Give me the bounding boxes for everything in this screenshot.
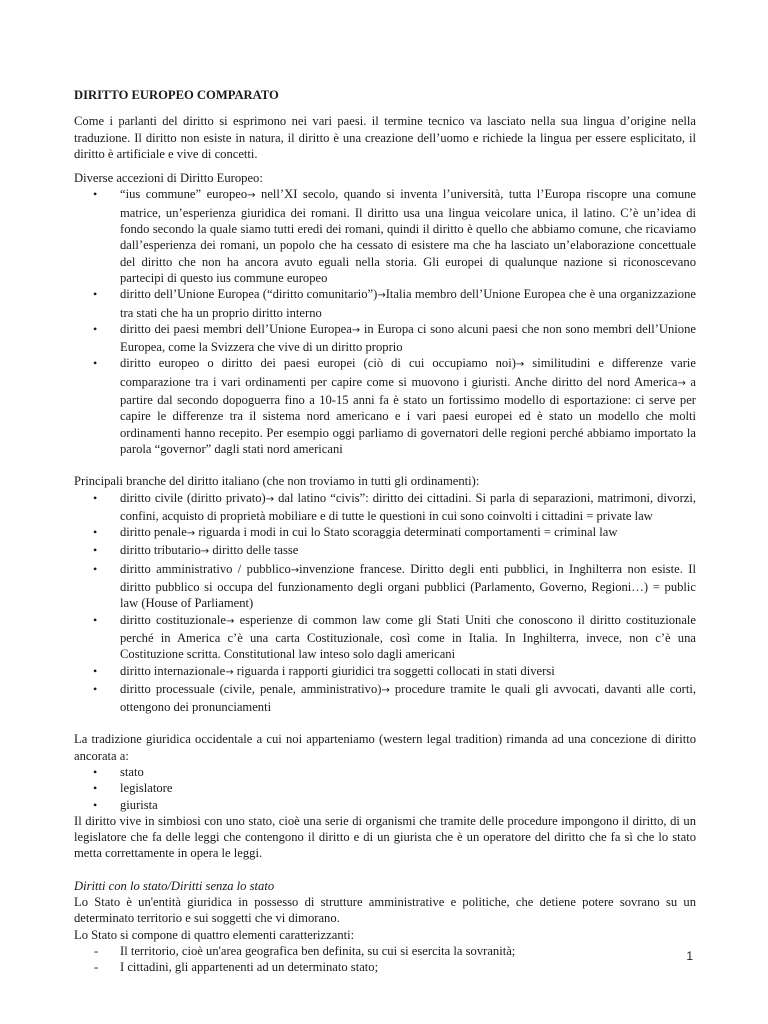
list-item: • diritto internazionale→ riguarda i rapporti giuridici tra soggetti collocati in stati diversi	[93, 663, 555, 678]
list-item: • diritto tributario→ diritto delle tasse	[93, 543, 299, 558]
section1-heading: Diverse accezioni di Diritto Europeo:	[74, 171, 263, 186]
bullet-icon: •	[93, 525, 98, 540]
bullet-icon: •	[93, 321, 98, 336]
section4-heading: Diritti con lo stato/Diritti senza lo stato	[74, 878, 275, 893]
arrow-icon: →	[247, 190, 256, 202]
bullet-icon: •	[93, 797, 98, 812]
list-item: • diritto civile (diritto privato)→ dal latino “civis”: diritto dei cittadini. Si parla di separazioni, matrimoni, divorzi, confini, acquisto di proprietà mobiliare e di tutte le questioni in cui sono coinvolti i cittadini = private law	[93, 490, 696, 523]
list-item: • diritto processuale (civile, penale, amministrativo)→ procedure tramite le quali gli avvocati, davanti alle corti, ottengono dei pronunciamenti	[93, 681, 696, 715]
list-item: • stato	[93, 764, 144, 779]
section2-heading: Principali branche del diritto italiano (che non troviamo in tutti gli ordinamenti):	[74, 474, 480, 489]
arrow-icon: →	[265, 493, 275, 505]
list-item: - Il territorio, cioè un'area geografica ben definita, su cui si esercita la sovranità;	[94, 943, 516, 958]
page-number: 1	[686, 949, 693, 963]
arrow-icon: →	[225, 615, 235, 627]
list-item: • diritto amministrativo / pubblico→invenzione francese. Diritto degli enti pubblici, in Inghilterra non esiste. Il diritto pubblico si occupa del funzionamento degli organi pubblici (Parlamento, Governo, Regioni…) = public law (House of Parliament)	[93, 561, 696, 611]
arrow-icon: →	[677, 377, 686, 389]
bullet-icon: •	[93, 781, 98, 796]
intro-paragraph: Come i parlanti del diritto si esprimono nei vari paesi. il termine tecnico va lasciato nella sua lingua d’origine nella traduzione. Il diritto non esiste in natura, il diritto è una creazione dell’uomo e richiede la lingua per essere esplicitato, il diritto è artificiale e vive di concetti.	[74, 114, 696, 161]
bullet-icon: •	[93, 187, 98, 202]
bullet-icon: •	[93, 287, 98, 302]
list-item: • diritto europeo o diritto dei paesi europei (ciò di cui occupiamo noi)→ similitudini e differenze varie comparazione tra i vari ordinamenti per capire come si muovono i giuristi. Anche diritto del nord America→ a partire dal secondo dopoguerra fino a 10-15 anni fa è stato un fortissimo modello di esportazione: ci serve per capire le differenze tra il sistema nord americano e i vari paesi europei ed è stato un modello che molti ordinamenti hanno recepito. Per esempio oggi parliamo di governatori delle regioni perché abbiamo importato la parola “governor” dagli stati nord americani	[93, 356, 697, 456]
dash-icon: -	[94, 960, 99, 975]
list-item: • “ius commune” europeo→ nell’XI secolo, quando si inventa l’università, tutta l’Europa riscopre una comune matrice, un’esperienza giuridica dei romani. Il diritto usa una lingua veicolare unica, il latino. C’è un’idea di fondo secondo la quale siamo tutti eredi dei romani, quindi il diritto è quello che abbiamo comune, che ricaviamo dall’esperienza dei romani, un popolo che ha cessato di esistere ma che ha lasciato un’elaborazione concettuale del diritto che non ha ancora avuto eguali nella storia. Gli europei di qualunque nazione si riconoscevano partecipi di questo ius commune europeo	[93, 187, 696, 285]
bullet-icon: •	[93, 490, 98, 505]
dash-icon: -	[94, 943, 99, 958]
arrow-icon: →	[200, 546, 210, 558]
section3-outro: Il diritto vive in simbiosi con uno stato, cioè una serie di organismi che tramite delle procedure impongono il diritto, di un legislatore che fa delle leggi che contengono il diritto e di un giurista che è un operatore del diritto che fa sì che lo stato metta correttamente in opera le leggi.	[74, 813, 696, 861]
bullet-icon: •	[93, 356, 98, 371]
document-title: DIRITTO EUROPEO COMPARATO	[74, 88, 279, 102]
list-item: - I cittadini, gli appartenenti ad un determinato stato;	[94, 960, 379, 975]
bullet-icon: •	[93, 561, 98, 576]
list-item: • legislatore	[93, 781, 173, 796]
state-definition: Lo Stato è un'entità giuridica in possesso di strutture amministrative e politiche, che detiene potere sovrano su un determinato territorio e sui soggetti che vi dimorano.	[74, 895, 696, 926]
section3-intro: La tradizione giuridica occidentale a cui noi apparteniamo (western legal tradition) rimanda ad una concezione di diritto ancorata a:	[74, 732, 696, 763]
arrow-icon: →	[351, 324, 361, 336]
list-item: • diritto penale→ riguarda i modi in cui lo Stato scoraggia determinati comportamenti = criminal law	[93, 525, 618, 540]
bullet-icon: •	[93, 663, 98, 678]
arrow-icon: →	[225, 666, 234, 678]
arrow-icon: →	[290, 564, 300, 576]
list-item: • diritto costituzionale→ esperienze di common law come gli Stati Uniti che conoscono il diritto costituzionale perché in America c’è una carta Costituzionale, così come in Italia. In Inghilterra, invece, non c’è una Costituzione scritta. Constitutional law inteso solo dagli americani	[93, 612, 696, 662]
state-elements-list	[74, 943, 696, 976]
section3-list	[74, 764, 696, 813]
bullet-icon: •	[93, 543, 98, 558]
list-item: • diritto dei paesi membri dell’Unione Europea→ in Europa ci sono alcuni paesi che non sono membri dell’Unione Europea, come la Svizzera che vive di un diritto proprio	[93, 321, 696, 355]
arrow-icon: →	[377, 290, 386, 302]
list-item: • giurista	[93, 797, 158, 812]
state-elements-intro: Lo Stato si compone di quattro elementi caratterizzanti:	[74, 927, 355, 942]
bullet-icon: •	[93, 764, 98, 779]
list-item: • diritto dell’Unione Europea (“diritto comunitario”)→Italia membro dell’Unione Europea che è una organizzazione tra stati che ha un proprio diritto interno	[93, 287, 696, 320]
section2-list	[74, 490, 696, 716]
arrow-icon: →	[381, 684, 390, 696]
arrow-icon: →	[515, 359, 525, 371]
bullet-icon: •	[93, 612, 98, 627]
section1-list	[74, 186, 696, 457]
bullet-icon: •	[93, 681, 98, 696]
arrow-icon: →	[186, 528, 196, 540]
